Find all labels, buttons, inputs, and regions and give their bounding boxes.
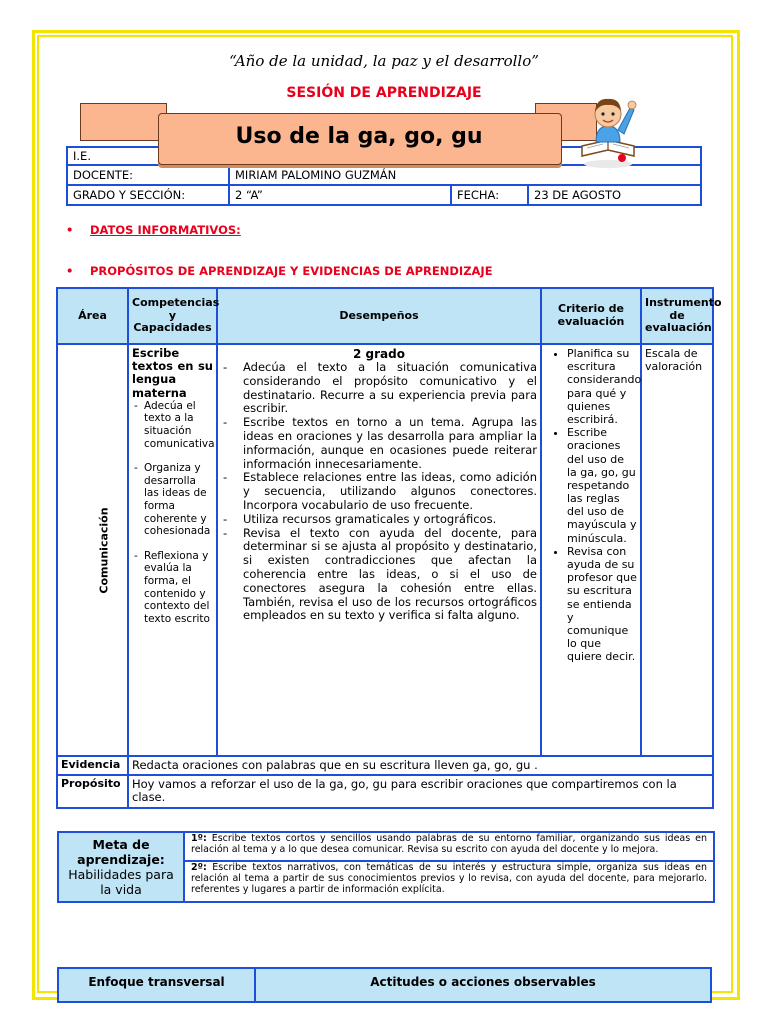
meta-subtitle: Habilidades para la vida bbox=[68, 867, 174, 897]
docente-label: DOCENTE: bbox=[67, 165, 229, 185]
desempeno-item: - Escribe textos en torno a un tema. Agrupa las ideas en oraciones y las desarrolla para ampliar la información, aunque en ocasiones puede reiterar información innecesariamente. bbox=[243, 416, 537, 471]
year-motto: “Año de la unidad, la paz y el desarrollo” bbox=[229, 52, 539, 70]
evidencia-text: Redacta oraciones con palabras que en su escritura lleven ga, go, gu . bbox=[128, 756, 713, 775]
child-reading-book-icon bbox=[572, 84, 644, 170]
competencias-cell bbox=[128, 344, 217, 756]
criterio-cell bbox=[541, 344, 641, 756]
meta-item-number: 1º: bbox=[191, 833, 207, 844]
learning-purposes-table bbox=[56, 287, 722, 809]
meta-item-text: Escribe textos narrativos, con temáticas de su interés y estructura simple, organiza sus ideas en relación al tema a partir de sus conocimientos previos y lo revisa, con ayuda del docente, para mejorarlo. referentes y lugares a partir de información explícita. bbox=[191, 861, 707, 895]
meta-item-text: Escribe textos cortos y sencillos usando palabras de su entorno familiar, organizando sus ideas en relación al tema y a lo que desea comunicar. Revisa su escrito con ayuda del docente y lo mejora. bbox=[191, 833, 707, 855]
proposito-text: Hoy vamos a reforzar el uso de la ga, go, gu para escribir oraciones que compartiremos con la clase. bbox=[128, 775, 713, 807]
criterio-item: • Planifica su escritura considerando para qué y quienes escribirá. bbox=[567, 347, 637, 426]
evidencia-label: Evidencia bbox=[57, 756, 128, 775]
header-desempenos: Desempeños bbox=[217, 288, 541, 344]
capacidades-list bbox=[132, 400, 213, 626]
desempenos-cell bbox=[217, 344, 541, 756]
fecha-label: FECHA: bbox=[451, 185, 528, 205]
grado-value: 2 “A” bbox=[229, 185, 451, 205]
capacidad-item: - Reflexiona y evalúa la forma, el contenido y contexto del texto escrito bbox=[144, 550, 213, 626]
header-criterio: Criterio de evaluación bbox=[541, 288, 641, 344]
datos-informativos-heading bbox=[66, 223, 241, 237]
docente-value: MIRIAM PALOMINO GUZMÁN bbox=[229, 165, 701, 185]
header-area: Área bbox=[57, 288, 128, 344]
grade-label: 2 grado bbox=[353, 347, 405, 361]
criterios-list bbox=[545, 347, 642, 664]
meta-item bbox=[184, 832, 714, 861]
session-label: SESIÓN DE APRENDIZAJE bbox=[286, 85, 482, 101]
propositos-text: PROPÓSITOS DE APRENDIZAJE Y EVIDENCIAS DE APRENDIZAJE bbox=[90, 264, 493, 278]
session-title: Uso de la ga, go, gu bbox=[235, 124, 483, 149]
fecha-value: 23 DE AGOSTO bbox=[528, 185, 701, 205]
capacidad-item: - Organiza y desarrolla las ideas de forma coherente y cohesionada bbox=[144, 462, 213, 538]
criterio-item: • Revisa con ayuda de su profesor que su escritura se entienda y comunique lo que quiere decir. bbox=[567, 545, 637, 664]
desempeno-item: - Revisa el texto con ayuda del docente, para determinar si se ajusta al propósito y destinatario, si existen contradicciones que afectan la coherencia entre las ideas, o si el uso de conectores asegura la cohesión entre ellas. También, revisa el uso de los recursos ortográficos empleados en su texto y verifica si falta alguno. bbox=[243, 527, 537, 624]
meta-title: Meta de aprendizaje: bbox=[77, 837, 165, 867]
proposito-label: Propósito bbox=[57, 775, 128, 807]
desempeno-item: - Adecúa el texto a la situación comunicativa considerando el propósito comunicativo y el destinatario. Recurre a su experiencia previa para escribir. bbox=[243, 361, 537, 416]
header-competencias: Competencias y Capacidades bbox=[128, 288, 217, 344]
desempenos-list bbox=[221, 361, 537, 623]
ribbon-tail-left bbox=[80, 103, 167, 141]
capacidad-item: - Adecúa el texto a la situación comunicativa bbox=[144, 400, 213, 450]
enfoque-table bbox=[57, 967, 712, 1003]
criterio-item: • Escribe oraciones del uso de la ga, go, gu respetando las reglas del uso de mayúscula y minúscula. bbox=[567, 426, 637, 545]
propositos-heading bbox=[66, 264, 493, 278]
bullet-icon: • bbox=[66, 223, 74, 237]
grado-label: GRADO Y SECCIÓN: bbox=[67, 185, 229, 205]
desempeno-item: - Utiliza recursos gramaticales y ortográficos. bbox=[243, 513, 537, 527]
area-cell bbox=[57, 344, 128, 756]
datos-informativos-text: DATOS INFORMATIVOS: bbox=[90, 223, 241, 237]
meta-table bbox=[57, 831, 715, 903]
meta-item-number: 2º: bbox=[191, 861, 207, 873]
bullet-icon: • bbox=[66, 264, 74, 278]
desempeno-item: - Establece relaciones entre las ideas, como adición y secuencia, utilizando algunos conectores. Incorpora vocabulario de uso frecuente. bbox=[243, 471, 537, 512]
area-value: Comunicación bbox=[97, 507, 111, 594]
header-instrumento: Instrumento de evaluación bbox=[641, 288, 713, 344]
enfoque-header: Enfoque transversal bbox=[58, 968, 255, 1002]
ie-label: I.E. bbox=[73, 149, 91, 163]
instrumento-value: Escala de valoración bbox=[641, 344, 713, 756]
meta-item bbox=[184, 861, 714, 902]
actitudes-header: Actitudes o acciones observables bbox=[255, 968, 711, 1002]
meta-label-cell bbox=[58, 832, 184, 902]
competencia-title: Escribe textos en su lengua materna bbox=[132, 346, 213, 400]
